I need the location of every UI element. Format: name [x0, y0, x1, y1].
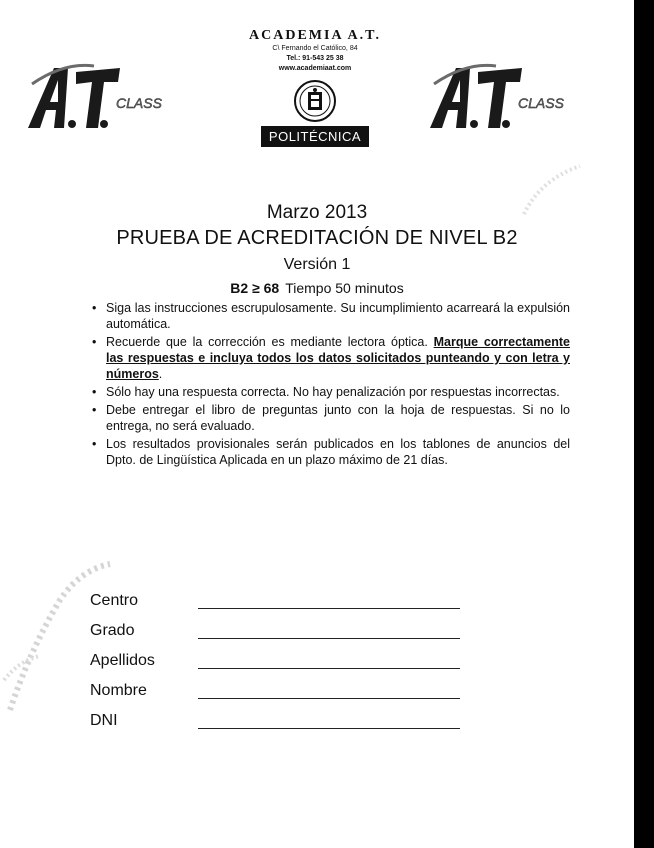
politecnica-label: POLITÉCNICA [261, 126, 369, 147]
student-info-form [90, 592, 470, 742]
right-edge-bar [634, 0, 654, 848]
instruction-item: • Recuerde que la corrección es mediante lectora óptica. Marque correctamente las respuestas e incluya todos los datos solicitados punteando y con letra y números. [92, 334, 570, 382]
academy-logo-right [426, 58, 566, 136]
label-centro: Centro [90, 592, 139, 609]
apellidos-field[interactable] [198, 668, 460, 669]
instruction-item: • Debe entregar el libro de preguntas junto con la hoja de respuestas. Si no lo entrega, no será evaluado. [92, 402, 570, 434]
academy-name: ACADEMIA A.T. [249, 28, 381, 43]
university-seal-icon [293, 79, 337, 123]
at-class-logo-icon [426, 58, 566, 136]
grado-field[interactable] [198, 638, 460, 639]
instruction-emphasis: Marque correctamente las respuestas e incluya todos los datos solicitados punteando y con letra y números [106, 335, 570, 381]
form-row-centro [90, 592, 470, 622]
exam-time: Tiempo 50 minutos [285, 280, 404, 296]
faded-stamp-mark [0, 560, 120, 720]
form-row-apellidos [90, 652, 470, 682]
instructions-list [92, 300, 570, 470]
svg-text:CLASS: CLASS [518, 95, 564, 111]
nombre-field[interactable] [198, 698, 460, 699]
label-apellidos: Apellidos [90, 652, 155, 669]
form-row-dni [90, 712, 470, 742]
academy-website: www.academiaat.com [278, 65, 352, 72]
centro-field[interactable] [198, 608, 460, 609]
at-class-logo-icon [24, 58, 164, 136]
exam-title: PRUEBA DE ACREDITACIÓN DE NIVEL B2 [116, 227, 518, 249]
label-nombre: Nombre [90, 682, 147, 699]
label-dni: DNI [90, 712, 118, 729]
dni-field[interactable] [198, 728, 460, 729]
form-row-grado [90, 622, 470, 652]
score-time-line [0, 280, 634, 296]
instruction-item: • Siga las instrucciones escrupulosamente. Su incumplimiento acarreará la expulsión automática. [92, 300, 570, 332]
academy-address: C\ Fernando el Católico, 84 [272, 45, 358, 52]
exam-date: Marzo 2013 [266, 202, 368, 223]
form-row-nombre [90, 682, 470, 712]
exam-version: Versión 1 [283, 256, 351, 273]
svg-text:CLASS: CLASS [116, 95, 162, 111]
instruction-item: • Sólo hay una respuesta correcta. No hay penalización por respuestas incorrectas. [92, 384, 570, 400]
faded-stamp-mark [520, 160, 590, 220]
instruction-item: • Los resultados provisionales serán publicados en los tablones de anuncios del Dpto. de Lingüística Aplicada en un plazo máximo de 21 días. [92, 436, 570, 468]
pass-threshold: B2 ≥ 68 [230, 280, 280, 296]
academy-logo-left [24, 58, 164, 136]
academy-header [230, 28, 400, 147]
academy-phone: Tel.: 91-543 25 38 [286, 55, 344, 62]
label-grado: Grado [90, 622, 135, 639]
